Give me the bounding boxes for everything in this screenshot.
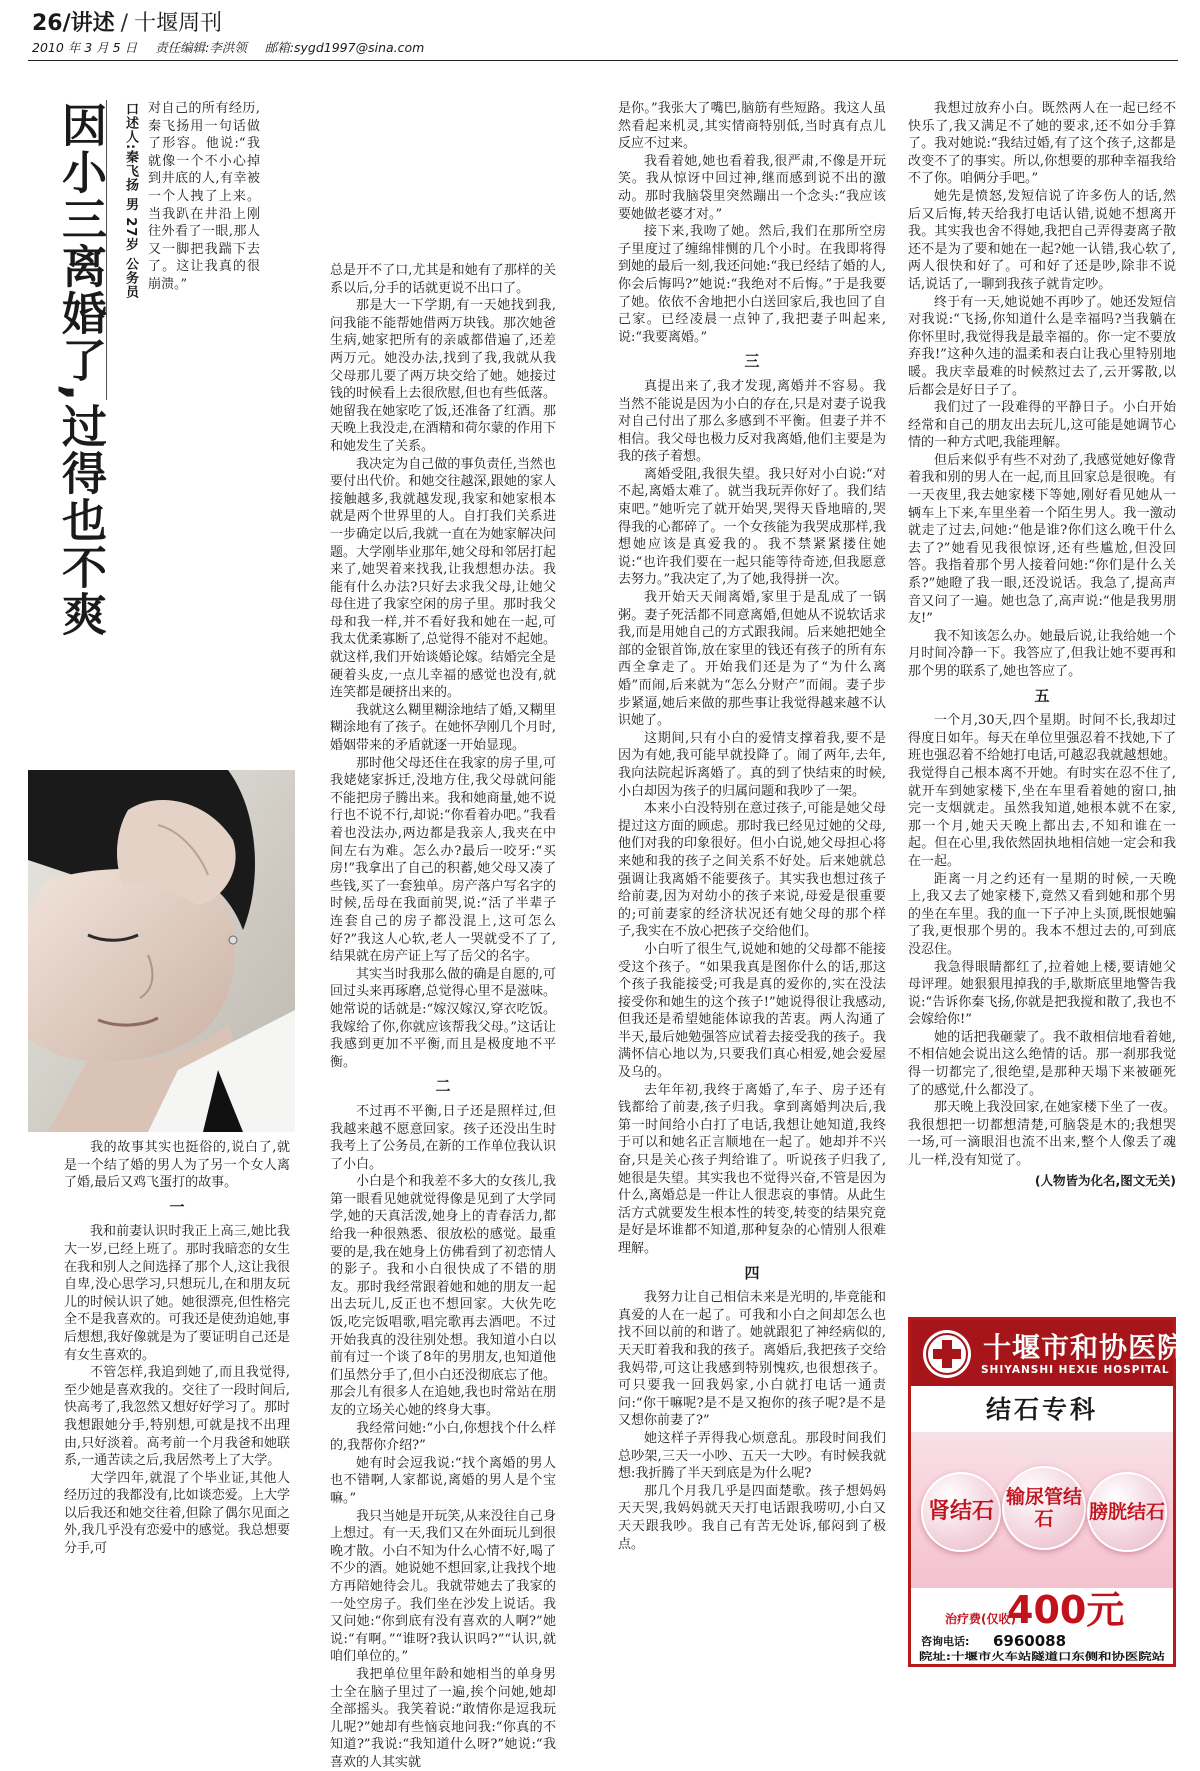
hospital-advertisement[interactable]: [908, 1317, 1187, 1667]
article-column-4: [908, 100, 1176, 1312]
body-paragraph: 我就这么糊里糊涂地结了婚,又糊里糊涂地有了孩子。在她怀孕刚几个月时,婚姻带来的矛盾就逐一开始显现。: [330, 702, 556, 754]
body-paragraph: 是你。”我张大了嘴巴,脑筋有些短路。我这人虽然看起来机灵,其实情商特别低,当时真有点儿反应不过来。: [618, 101, 886, 152]
intro-paragraph: 对自己的所有经历,秦飞扬用一句话做了形容。他说:“我就像一个不小心掉到井底的人,有幸被一个人拽了上来。当我趴在井沿上刚往外看了一眼,那人又一脚把我踹下去了。这让我真的很崩溃。”: [148, 101, 260, 292]
body-paragraph: 我只当她是开玩笑,从来没往自己身上想过。有一天,我们又在外面玩儿到很晚才散。小白不知为什么心情不好,喝了不少的酒。她说她不想回家,让我找个地方再陪她待会儿。我就带她去了我家的一处空房子。我们坐在沙发上说话。我又问她:“你到底有没有喜欢的人啊?”她说:“有啊。”“谁呀?我认识吗?”“认识,就咱们单位的。”: [330, 1508, 556, 1665]
body-paragraph: 小白是个和我差不多大的女孩儿,我第一眼看见她就觉得像是见到了大学同学,她的天真活泼,她身上的青春活力,都给我一种很熟悉、很放松的感觉。最重要的是,我在她身上仿佛看到了初恋情人的影子。我和小白很快成了不错的朋友。那时我经常跟着她和她的朋友一起出去玩儿,反正也不想回家。大伙先吃饭,吃完饭唱歌,唱完歌再去酒吧。不过开始我真的没往别处想。我知道小白以前有过一个谈了8年的男朋友,也知道他们虽然分手了,但小白还没彻底忘了他。那会儿有很多人在追她,我也时常站在朋友的立场关心她的终身大事。: [330, 1174, 556, 1418]
bubble-label: 肾结石: [927, 1499, 994, 1524]
issue-date: 2010 年 3 月 5 日: [32, 40, 138, 55]
body-paragraph: 不过再不平衡,日子还是照样过,但我越来越不愿意回家。孩子还没出生时我考上了公务员,在新的工作单位我认识了小白。: [330, 1103, 556, 1172]
body-paragraph: 我开始天天闹离婚,家里于是乱成了一锅粥。妻子死活都不同意离婚,但她从不说软话求我,而是用她自己的方式跟我闹。后来她把她全部的金银首饰,放在家里的钱还有孩子的所有东西全拿走了。开始我们还是为了“为什么离婚”而闹,后来就为“怎么分财产”而闹。妻子步步紧逼,她后来做的那些事让我觉得越来越不认识她了。: [618, 590, 886, 729]
body-paragraph: 不管怎样,我追到她了,而且我觉得,至少她是喜欢我的。交往了一段时间后,快高考了,我忽然又想好好学习了。那时我想跟她分手,特别想,可就是找不出理由,只好淡着。高考前一个月我爸和她联系,一通苦读之后,我居然考上了大学。: [64, 1365, 290, 1469]
editor-email: 邮箱:sygd1997@sina.com: [264, 40, 425, 55]
section-heading-5: 五: [1034, 686, 1050, 705]
body-paragraph: 距离一月之约还有一星期的时候,一天晚上,我又去了她家楼下,竟然又看到她和那个男的坐在车里。我的血一下子冲上头顶,既恨她骗了我,更恨那个男的。我本不想过去的,可到底没忍住。: [908, 871, 1176, 957]
body-paragraph: 总是开不了口,尤其是和她有了那样的关系以后,分手的话就更说不出口了。: [330, 263, 556, 296]
body-paragraph: 那是大一下学期,有一天她找到我,问我能不能帮她借两万块钱。那次她爸生病,她家把所有的亲戚都借遍了,还差两万元。她没办法,找到了我,我就从我父母那儿要了两万块交给了她。她接过钱的时候看上去很欣慰,但也有些低落。她留我在她家吃了饭,还准备了红酒。那天晚上我没走,在酒精和荷尔蒙的作用下和她发生了关系。: [330, 298, 556, 454]
article-title: 因小三离婚了,过得也不爽: [54, 102, 107, 639]
body-paragraph: 那几个月我几乎是四面楚歌。孩子想妈妈天天哭,我妈妈就天天打电话跟我唠叨,小白又天天跟我吵。我自己有苦无处诉,郁闷到了极点。: [618, 1483, 886, 1552]
masthead-separator: /: [120, 11, 129, 36]
body-paragraph: 她的话把我砸蒙了。我不敢相信地看着她,不相信她会说出这么绝情的话。那一刹那我觉得一切都完了,很绝望,是那种天塌下来被砸死了的感觉,什么都没了。: [908, 1029, 1176, 1098]
hospital-name: 十堰市和协医院: [983, 1331, 1187, 1364]
body-paragraph: 那时他父母还住在我家的房子里,可我姥姥家拆迁,没地方住,我父母就问能不能把房子腾出来。我和她商量,她不说行也不说不行,却说:“你看着办吧。”我看着也没法办,两边都是我亲人,我夹在中间左右为难。怎么办?最后一咬牙:“买房!”我拿出了自己的积蓄,她父母又凑了些钱,买了一套独单。房产落户写名字的时候,岳母在我面前哭,说:“活了半辈子连套自己的房子都没混上,这可怎么好?”我这人心软,老人一哭就受不了了,结果就在房产证上写了岳父的名字。: [330, 755, 556, 965]
specialty-title: 结石专科: [985, 1395, 1098, 1424]
treatment-fee: [911, 1590, 1173, 1630]
fee-amount: 400元: [1007, 1588, 1125, 1632]
hospital-address: [911, 1646, 1173, 1664]
ureter-stone-bubble: [1002, 1466, 1086, 1550]
article-column-2: [330, 262, 556, 1770]
editor-credit: 责任编辑:李洪领: [155, 40, 247, 55]
masthead: [28, 4, 1178, 62]
bladder-stone-bubble: [1087, 1472, 1167, 1552]
body-paragraph: 我看着她,她也看着我,很严肃,不像是开玩笑。我从惊讶中回过神,继而感到说不出的激动。那时我脑袋里突然蹦出一个念头:“我应该要她做老婆才对。”: [618, 153, 886, 222]
body-paragraph: 但后来似乎有些不对劲了,我感觉她好像背着我和别的男人在一起,而且回家总是很晚。有一天夜里,我去她家楼下等她,刚好看见她从一辆车上下来,车里坐着一个陌生男人。我一激动就走了过去,问她:“他是谁?你们这么晚干什么去了?”她看见我很惊讶,还有些尴尬,但没回答。我指着那个男人接着问她:“你们是什么关系?”她瞪了我一眼,还没说话。我急了,提高声音又问了一遍。她也急了,高声说:“他是我男朋友!”: [908, 452, 1176, 627]
body-paragraph: 我想过放弃小白。既然两人在一起已经不快乐了,我又满足不了她的要求,还不如分手算了。我对她说:“我结过婚,有了这个孩子,这都是改变不了的事实。所以,你想要的那种幸福我给不了你。咱俩分手吧。”: [908, 101, 1176, 187]
article-byline: 口述人:秦飞扬 男 27岁 公务员: [123, 102, 138, 299]
body-paragraph: 其实当时我那么做的确是自愿的,可回过头来再琢磨,总觉得心里不是滋味。她常说的话就是:“嫁汉嫁汉,穿衣吃饭。我嫁给了你,你就应该帮我父母。”这话让我感到更加不平衡,而且是极度地不平衡。: [330, 966, 556, 1070]
phone-label: 咨询电话:: [921, 1635, 970, 1648]
phone-number: 6960088: [993, 1632, 1067, 1650]
body-paragraph: 终于有一天,她说她不再吵了。她还发短信对我说:“飞扬,你知道什么是幸福吗?当我躺在你怀里时,我觉得我是最幸福的。你一定不要放弃我!”这种久违的温柔和表白让我心里特别地暖。我庆幸最难的时候熬过去了,云开雾散,以后都会是好日子了。: [908, 294, 1176, 398]
hospital-logo-icon: [921, 1328, 973, 1380]
body-paragraph: 我努力让自己相信未来是光明的,毕竟能和真爱的人在一起了。可我和小白之间却怎么也找不回以前的和谐了。她就跟犯了神经病似的,天天盯着我和我的孩子。离婚后,我把孩子交给我妈带,可这让我感到特别愧疚,也很想孩子。可只要我一回我妈家,小白就打电话一通责问:“你干嘛呢?是不是又抱你的孩子呢?是不是又想你前妻了?”: [618, 1290, 886, 1429]
ad-header: [911, 1320, 1187, 1386]
fee-label: 治疗费(仅收): [945, 1612, 1016, 1626]
masthead-title: [32, 6, 222, 37]
masthead-rule: [28, 60, 1178, 61]
address-line: [911, 1646, 1173, 1664]
body-paragraph: 我们过了一段难得的平静日子。小白开始经常和自己的朋友出去玩儿,这可能是她调节心情的一种方式吧,我能理解。: [908, 400, 1176, 451]
address-text: 院址:十堰市火车站隧道口东侧和协医院站: [919, 1652, 1103, 1663]
masthead-info: [32, 38, 438, 56]
body-paragraph: 我决定为自己做的事负责任,当然也要付出代价。和她交往越深,跟她的家人接触越多,我就越发现,我家和她家根本就是两个世界里的人。自打我们关系进一步确定以后,我就一直在为她家解决问题。大学刚毕业那年,她父母和邻居打起来了,她哭着来找我,让我想想办法。我能有什么办法?只好去求我父母,让她父母住进了我家空闲的房子里。那时我父母和我一样,并不看好我和她在一起,可我太优柔寡断了,总觉得不能对不起她。就这样,我们开始谈婚论嫁。结婚完全是硬着头皮,一点儿幸福的感觉也没有,就连笑都是硬挤出来的。: [330, 456, 556, 701]
body-paragraph: 我急得眼睛都红了,拉着她上楼,要请她父母评理。她狠狠甩掉我的手,歇斯底里地警告我说:“告诉你秦飞扬,你就是把我搅和散了,我也不会嫁给你!”: [908, 959, 1176, 1028]
intro-column: [148, 100, 260, 400]
body-paragraph: 我和前妻认识时我正上高三,她比我大一岁,已经上班了。那时我暗恋的女生在我和别人之间选择了那个人,这让我很自卑,没心思学习,只想玩儿,在和朋友玩儿的时候认识了她。她很漂亮,但性格完全不是我喜欢的。可我还是使劲追她,事后想想,我好像就是为了要证明自己还是有女生喜欢的。: [64, 1224, 290, 1363]
bubble-label: 膀胱结石: [1089, 1501, 1166, 1523]
body-paragraph: 小白听了很生气,说她和她的父母都不能接受这个孩子。“如果我真是图你什么的话,那这个孩子我能接受;可我是真的爱你的,实在没法接受你和她生的这个孩子!”她说得很让我感动,但我还是希望她能体谅我的苦衷。两人沟通了半天,最后她勉强答应试着去接受我的孩子。我满怀信心地以为,只要我们真心相爱,她会爱屋及乌的。: [618, 941, 886, 1081]
body-paragraph: 接下来,我吻了她。然后,我们在那所空房子里度过了缠绵悱恻的几个小时。在我即将得到她的最后一刻,我还问她:“我已经结了婚的人,你会后悔吗?”她说:“我绝对不后悔。”于是我要了她。依依不舍地把小白送回家后,我也回了自己家。已经凌晨一点钟了,我把妻子叫起来,说:“我要离婚。”: [618, 224, 886, 345]
page-number: 26/: [32, 11, 71, 36]
body-paragraph: 我经常问她:“小白,你想找个什么样的,我帮你介绍?”: [330, 1420, 556, 1454]
body-paragraph: 我把单位里年龄和她相当的单身男士全在脑子里过了一遍,挨个问她,她却全部摇头。我笑着说:“敢情你是逗我玩儿呢?”她却有些恼哀地问我:“你真的不知道?”我说:“我知道什么呀?”她说:“我喜欢的人其实就: [330, 1666, 556, 1770]
body-paragraph: 去年年初,我终于离婚了,车子、房子还有钱都给了前妻,孩子归我。拿到离婚判决后,我第一时间给小白打了电话,我想让她知道,我终于可以和她名正言顺地在一起了。她却并不兴奋,只是关心孩子判给谁了。听说孩子归我了,她很是失望。其实我也不觉得兴奋,不管是因为什么,离婚总是一件让人很悲哀的事情。从此生活方式就要发生根本性的转变,转变的结果究竟是好是坏谁都不知道,那种复杂的心情别人很难理解。: [618, 1082, 886, 1256]
ad-bubble-scene: [911, 1432, 1173, 1588]
section-heading-1: 一: [169, 1197, 185, 1216]
section-heading-4: 四: [744, 1263, 760, 1282]
hospital-name-english: SHIYANSHI HEXIE HOSPITAL: [981, 1364, 1170, 1376]
bubble-label: 输尿管结石: [1005, 1486, 1082, 1530]
section-name: 讲述: [70, 11, 115, 36]
body-paragraph: 大学四年,就混了个毕业证,其他人经历过的我都没有,比如谈恋爱。上大学以后我还和她交往着,但除了偶尔见面之外,我几乎没有恋爱中的感觉。我总想要分手,可: [64, 1470, 290, 1557]
lead-paragraph: 我的故事其实也挺俗的,说白了,就是一个结了婚的男人为了另一个女人离了婚,最后又鸡飞蛋打的故事。: [64, 1140, 290, 1191]
body-paragraph: 她有时会逗我说:“找个离婚的男人也不错啊,人家都说,离婚的男人是个宝嘛。”: [330, 1455, 556, 1506]
article-photo: [28, 770, 295, 1132]
body-paragraph: 一个月,30天,四个星期。时间不长,我却过得度日如年。每天在单位里强忍着不找她,下了班也强忍着不给她打电话,可越忍我就越想她。我觉得自己根本离不开她。有时实在忍不住了,就开车到她家楼下,坐在车里看着她的窗口,抽完一支烟就走。虽然我知道,她根本就不在家,那一个月,她天天晚上都出去,不知和谁在一起。但在心里,我依然固执地相信她一定会和我在一起。: [908, 713, 1176, 869]
body-paragraph: 她这样子弄得我心烦意乱。那段时间我们总吵架,三天一小吵、五天一大吵。有时候我就想:我折腾了半天到底是为什么呢?: [618, 1430, 886, 1482]
section-heading-3: 三: [744, 352, 760, 371]
body-paragraph: 离婚受阻,我很失望。我只好对小白说:“对不起,离婚太难了。就当我玩弄你好了。我们结束吧。”她听完了就开始哭,哭得天昏地暗的,哭得我的心都碎了。一个女孩能为我哭成那样,我想她应该是真爱我的。我不禁紧紧搂住她说:“也许我们要在一起只能等待奇迹,但我愿意去努力。”我决定了,为了她,我得拼一次。: [618, 466, 886, 588]
phone-number-line: [911, 1632, 1173, 1650]
body-paragraph: 我不知该怎么办。她最后说,让我给她一个月时间冷静一下。我答应了,但我让她不要再和那个男的联系了,她也答应了。: [908, 628, 1176, 679]
young-man-photo: [28, 770, 295, 1132]
body-paragraph: 真提出来了,我才发现,离婚并不容易。我当然不能说是因为小白的存在,只是对妻子说我对自己付出了那么多感到不平衡。但妻子并不相信。我父母也极力反对我离婚,他们主要是为我的孩子着想。: [618, 378, 886, 465]
article-column-3: [618, 100, 886, 1678]
body-paragraph: 这期间,只有小白的爱情支撑着我,要不是因为有她,我可能早就投降了。闹了两年,去年,我向法院起诉离婚了。真的到了快结束的时候,小白却因为孩子的归属问题和我吵了一架。: [618, 730, 886, 799]
paper-name: 十堰周刊: [134, 11, 223, 36]
article-column-1: [64, 1139, 290, 1679]
kidney-stone-bubble: [921, 1472, 1001, 1552]
title-divider: [106, 100, 107, 400]
consult-phone[interactable]: [911, 1632, 1173, 1650]
body-paragraph: 她先是愤怒,发短信说了许多伤人的话,然后又后悔,转天给我打电话认错,说她不想离开我。其实我也舍不得她,我把自己弄得妻离子散还不是为了要和她在一起?她一认错,我心软了,两人很快和好了。可和好了还是吵,除非不说话,说话了,一聊到我孩子就肯定吵。: [908, 188, 1176, 292]
section-heading-2: 二: [435, 1077, 451, 1096]
disclaimer-note: (人物皆为化名,图文无关): [1034, 1172, 1176, 1188]
body-paragraph: 那天晚上我没回家,在她家楼下坐了一夜。我很想把一切都想清楚,可脑袋是木的;我想哭一场,可一滴眼泪也流不出来,整个人像丢了魂儿一样,没有知觉了。: [908, 1100, 1176, 1169]
body-paragraph: 本来小白没特别在意过孩子,可能是她父母提过这方面的顾虑。那时我已经见过她的父母,他们对我的印象很好。但小白说,她父母担心将来她和我的孩子之间关系不好处。后来她就总强调让我离婚不能要孩子。其实我也想过孩子给前妻,因为对幼小的孩子来说,母爱是很重要的;可前妻家的经济状况还有她父母的那个样子,我实在不放心把孩子交给他们。: [618, 801, 886, 940]
